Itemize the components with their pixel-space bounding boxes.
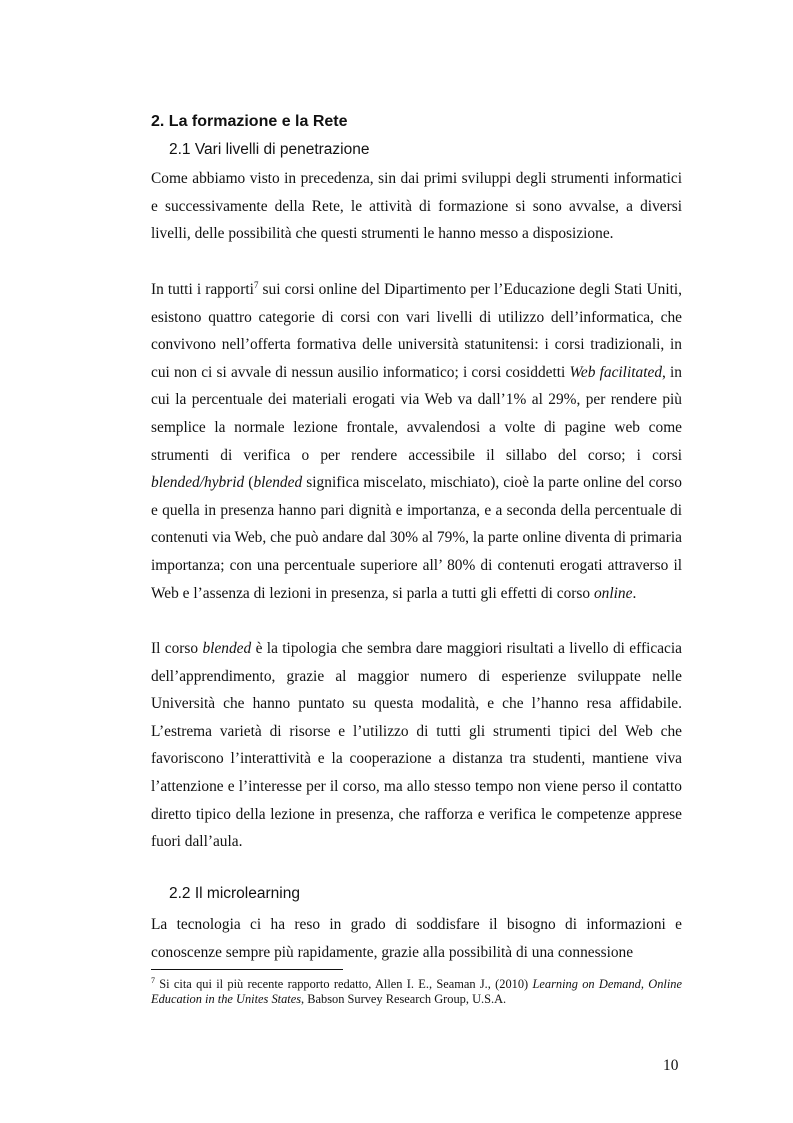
footnote-divider — [151, 969, 343, 970]
footnote-number: 7 — [151, 975, 155, 985]
footnote-reference: 7 — [253, 279, 259, 290]
subsection-heading-microlearning: 2.2 Il microlearning — [169, 885, 300, 902]
paragraph-intro: Come abbiamo visto in precedenza, sin dai primi sviluppi degli strumenti informatici e successivamente della Rete, le attività di formazione si sono avvalse, a diversi livelli, delle possibilità che questi strumenti le hanno messo a disposizione. — [151, 170, 682, 243]
paragraph-blended — [151, 635, 682, 856]
text-run: , Babson Survey Research Group, U.S.A. — [301, 992, 507, 1006]
text-run: ( — [244, 474, 254, 492]
section-heading: 2. La formazione e la Rete — [151, 113, 348, 130]
italic-citation-title: Learning on Demand, Online Education in the Unites States — [151, 977, 682, 1006]
italic-term: blended — [253, 474, 303, 492]
paragraph-rapporti — [151, 276, 682, 607]
text-run: significa miscelato, mischiato), cioè la parte online del corso e quella in presenza hanno pari dignità e importanza, e a seconda della percentuale di contenuti via Web, che può andare dal 30% al 79%, la parte online diventa di primaria importanza; con una percentuale superiore all’ 80% di contenuti erogati attraverso il Web e l’assenza di lezioni in presenza, si parla a tutti gli effetti di corso — [151, 474, 682, 602]
text-run: sui corsi online del Dipartimento per l’Educazione degli Stati Uniti, esistono quattro categorie di corsi con vari livelli di utilizzo dell’informatica, che convivono nell’offerta formativa delle università statunitensi: i corsi tradizionali, in cui non ci si avvale di nessun ausilio informatico; i corsi cosiddetti — [151, 281, 682, 381]
italic-term: blended/hybrid — [151, 474, 245, 492]
page-number: 10 — [663, 1057, 679, 1074]
text-run: . — [632, 584, 637, 602]
text-run: Il corso — [151, 640, 203, 657]
italic-term: online — [593, 584, 633, 602]
italic-term: Web facilitated — [569, 363, 663, 381]
text-run: Si cita qui il più recente rapporto redatto, Allen I. E., Seaman J., (2010) — [155, 977, 533, 991]
text-run: In tutti i rapporti — [151, 281, 254, 298]
paragraph-tecnologia: La tecnologia ci ha reso in grado di soddisfare il bisogno di informazioni e conoscenze sempre più rapidamente, grazie alla possibilità di una connessione — [151, 916, 682, 961]
subsection-heading-penetrazione: 2.1 Vari livelli di penetrazione — [169, 141, 370, 158]
footnote — [151, 977, 682, 1007]
text-run: è la tipologia che sembra dare maggiori risultati a livello di efficacia dell’apprendimento, grazie al maggior numero di esperienze sviluppate nelle Università che hanno puntato su questa modalità, e che l’hanno resa affidabile. L’estrema varietà di risorse e l’utilizzo di tutti gli strumenti tipici del Web che favoriscono l’interattività e la cooperazione a distanza tra studenti, mantiene viva l’attenzione e l’interesse per il corso, ma allo stesso tempo non viene perso il contatto diretto tipico della lezione in presenza, che rafforza e verifica le competenze apprese fuori dall’aula. — [151, 640, 682, 851]
text-run: , in cui la percentuale dei materiali erogati via Web va dall’1% al 29%, per rendere più semplice la normale lezione frontale, avvalendosi a volte di pagine web come strumenti di verifica o per rendere accessibile il sillabo del corso; i corsi — [151, 363, 683, 464]
italic-term: blended — [202, 640, 252, 657]
